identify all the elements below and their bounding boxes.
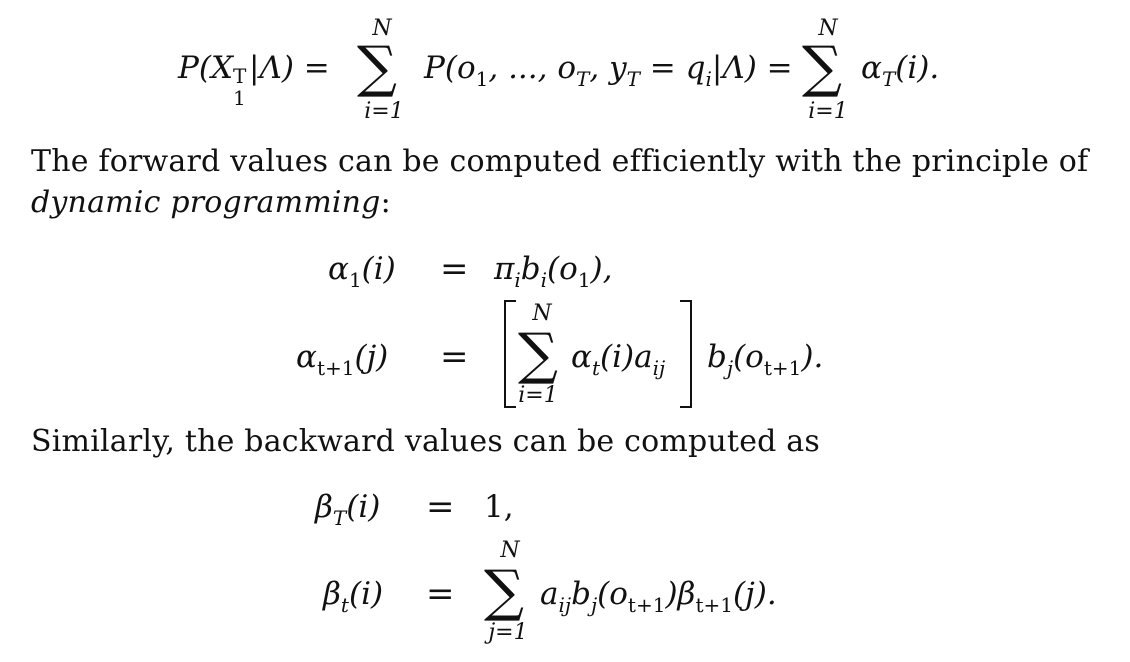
- likelihood-middle: $P(o_1$, ..., $o_T$, $y_T = q_i|\Lambda$) =: [424, 50, 793, 91]
- sum-symbol-2: ∑: [802, 35, 842, 100]
- sum-symbol-1: ∑: [357, 35, 397, 100]
- alpha1-rhs: $\pi_ib_i(o_1)$,: [494, 251, 613, 292]
- backward-sum-lower-limit: j=1: [488, 620, 528, 645]
- forward-outer-term: $b_j(o_{t+1})$.: [707, 339, 824, 380]
- italic-dynamic-programming: dynamic programming: [31, 185, 381, 220]
- backward-sum-upper-limit: N: [500, 538, 520, 563]
- beta2-equals: =: [426, 574, 455, 614]
- backward-rhs: $a_{ij}b_j(o_{t+1})\beta_{t+1}(j)$.: [540, 576, 777, 617]
- likelihood-rhs: $\alpha_T(i)$.: [861, 50, 940, 91]
- forward-sum-upper-limit: N: [532, 301, 552, 326]
- forward-inner-term: $\alpha_t(i)a_{ij}$: [571, 339, 666, 380]
- beta1-lhs: $\beta_T(i)$: [315, 489, 381, 530]
- forward-sum-symbol: ∑: [518, 322, 558, 387]
- left-bracket: [504, 300, 516, 408]
- paragraph-forward-line2: dynamic programming:: [31, 185, 391, 220]
- backward-sum-symbol: ∑: [484, 559, 524, 624]
- likelihood-equation: [178, 50, 330, 110]
- alpha1-equals: =: [440, 249, 469, 289]
- beta2-lhs: $\beta_t(i)$: [323, 576, 384, 617]
- paragraph-backward-line1: Similarly, the backward values can be computed as: [31, 424, 820, 459]
- forward-sum-lower-limit: i=1: [518, 383, 558, 408]
- alpha1-lhs: $\alpha_1(i)$: [328, 251, 396, 292]
- beta1-equals: =: [426, 487, 455, 527]
- alpha2-equals: =: [440, 337, 469, 377]
- right-bracket: [680, 300, 692, 408]
- sum2-upper-limit: N: [818, 16, 838, 41]
- alpha2-lhs: $\alpha_{t+1}(j)$: [296, 339, 389, 380]
- likelihood-lhs: P(X T 1 |Λ) =: [178, 50, 330, 110]
- paragraph-forward-line1: The forward values can be computed efficiently with the principle of: [31, 144, 1089, 179]
- sum1-upper-limit: N: [372, 16, 392, 41]
- sum1-lower-limit: i=1: [364, 99, 404, 124]
- beta1-rhs: 1,: [484, 489, 514, 525]
- sum2-lower-limit: i=1: [808, 99, 848, 124]
